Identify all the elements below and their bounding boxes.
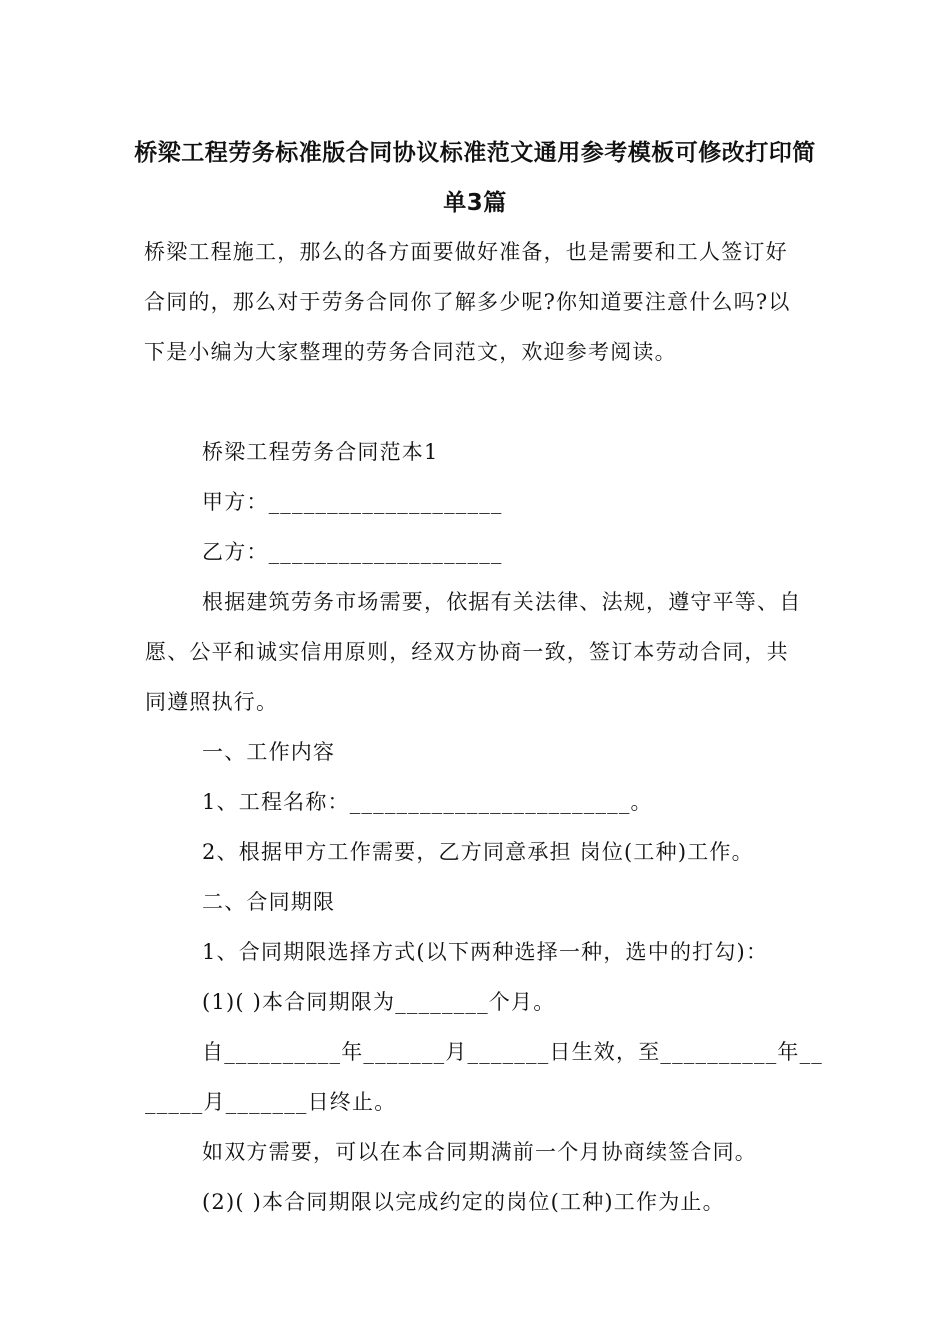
clause-2-heading: 二、合同期限	[202, 890, 336, 914]
title-line-1: 桥梁工程劳务标准版合同协议标准范文通用参考模板可修改打印简	[134, 140, 816, 166]
clause-1-item-1: 1、工程名称：________________________。	[202, 790, 653, 814]
title-line-2: 单3篇	[443, 190, 507, 216]
section-title: 桥梁工程劳务合同范本1	[202, 440, 439, 464]
preamble-line-1: 根据建筑劳务市场需要，依据有关法律、法规，遵守平等、自	[202, 590, 802, 614]
clause-2-dates-line-1: 自__________年_______月_______日生效，至__________年__	[202, 1040, 823, 1064]
clause-1-heading: 一、工作内容	[202, 740, 336, 764]
intro-line-3: 下是小编为大家整理的劳务合同范文，欢迎参考阅读。	[144, 340, 677, 364]
clause-1-item-2: 2、根据甲方工作需要，乙方同意承担 岗位(工种)工作。	[202, 840, 754, 864]
document-title	[120, 128, 830, 228]
party-b-field: 乙方：____________________	[202, 540, 503, 564]
intro-line-1: 桥梁工程施工，那么的各方面要做好准备，也是需要和工人签订好	[144, 240, 788, 264]
preamble-line-3: 同遵照执行。	[145, 690, 279, 714]
preamble-line-2: 愿、公平和诚实信用原则，经双方协商一致，签订本劳动合同，共	[145, 640, 789, 664]
clause-2-renewal: 如双方需要，可以在本合同期满前一个月协商续签合同。	[202, 1140, 757, 1164]
clause-2-option-1: (1)( )本合同期限为________个月。	[202, 990, 556, 1014]
intro-line-2: 合同的，那么对于劳务合同你了解多少呢?你知道要注意什么吗?以	[144, 290, 791, 314]
clause-2-dates-line-2: _____月_______日终止。	[145, 1090, 397, 1114]
clause-2-option-2: (2)( )本合同期限以完成约定的岗位(工种)工作为止。	[202, 1190, 725, 1214]
clause-2-item-1: 1、合同期限选择方式(以下两种选择一种，选中的打勾)：	[202, 940, 769, 964]
party-a-field: 甲方：____________________	[202, 490, 503, 514]
